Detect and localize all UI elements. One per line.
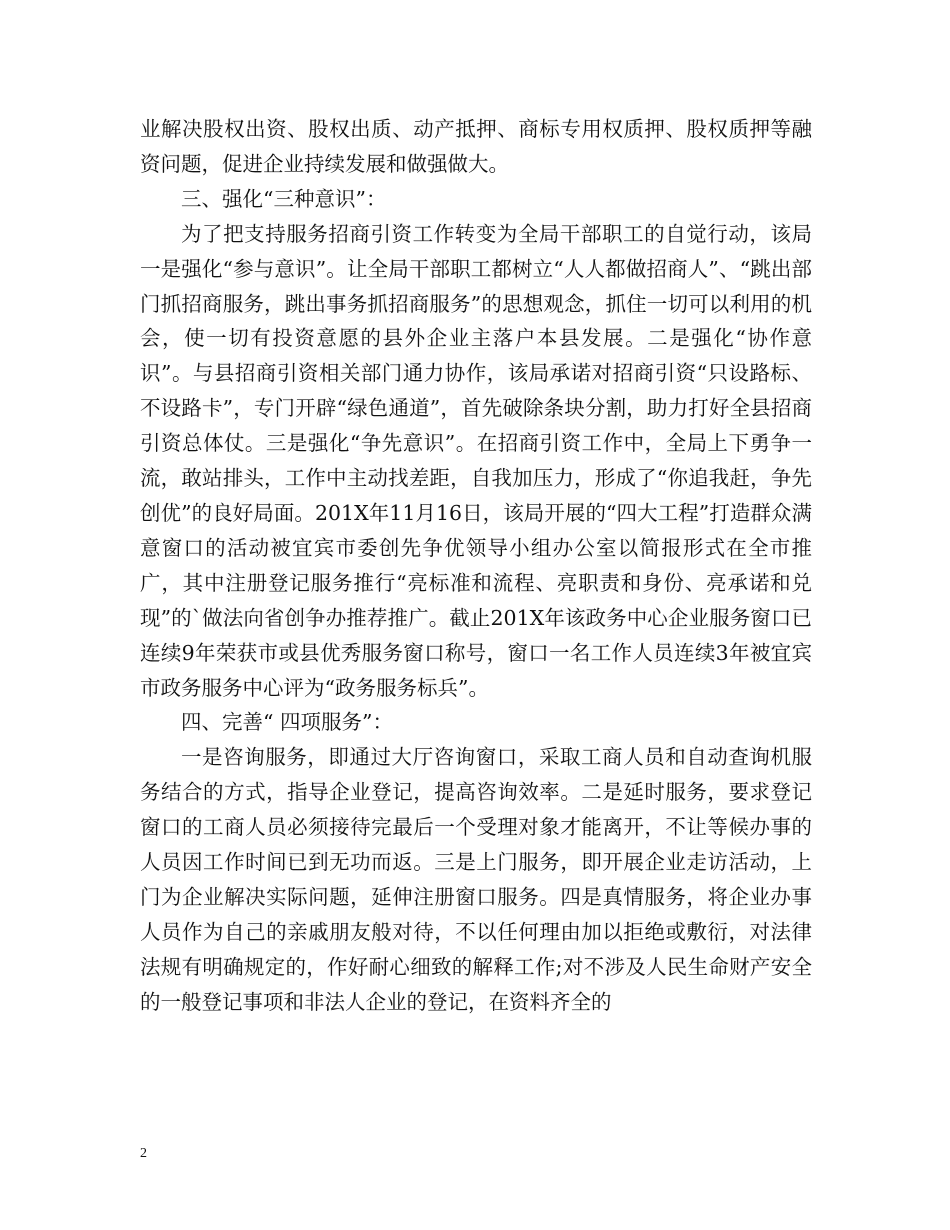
page-number: 2	[140, 1146, 147, 1161]
section-heading-four: 四、完善“ 四项服务”：	[181, 710, 393, 735]
section-heading-three: 三、强化“三种意识”：	[181, 186, 387, 211]
paragraph-three-awareness: 为了把支持服务招商引资工作转变为全局干部职工的自觉行动，该局一是强化“参与意识”。让全局干部职工都树立“人人都做招商人”、“跳出部门抓招商服务，跳出事务抓招商服务”的思想观念，抓住一切可以利用的机会，使一切有投资意愿的县外企业主落户本县发展。二是强化“协作意识”。与县招商引资相关部门通力协作，该局承诺对招商引资“只设路标、不设路卡”，专门开辟“绿色通道”，首先破除条块分割，助力打好全县招商引资总体仗。三是强化“争先意识”。在招商引资工作中，全局上下勇争一流，敢站排头，工作中主动找差距，自我加压力，形成了“你追我赶，争先创优”的良好局面。201X年11月16日，该局开展的“四大工程”打造群众满意窗口的活动被宜宾市委创先争优领导小组办公室以简报形式在全市推广，其中注册登记服务推行“亮标准和流程、亮职责和身份、亮承诺和兑现”的`做法向省创争办推荐推广。截止201X年该政务中心企业服务窗口已连续9年荣获市或县优秀服务窗口称号，窗口一名工作人员连续3年被宜宾市政务服务中心评为“政务服务标兵”。	[140, 221, 812, 700]
document-body	[140, 112, 812, 1020]
paragraph-continuation: 业解决股权出资、股权出质、动产抵押、商标专用权质押、股权质押等融资问题，促进企业持续发展和做强做大。	[140, 117, 812, 176]
paragraph-four-services: 一是咨询服务，即通过大厅咨询窗口，采取工商人员和自动查询机服务结合的方式，指导企业登记，提高咨询效率。二是延时服务，要求登记窗口的工商人员必须接待完最后一个受理对象才能离开，不让等候办事的人员因工作时间已到无功而返。三是上门服务，即开展企业走访活动，上门为企业解决实际问题，延伸注册窗口服务。四是真情服务，将企业办事人员作为自己的亲戚朋友般对待，不以任何理由加以拒绝或敷衍，对法律法规有明确规定的，作好耐心细致的解释工作;对不涉及人民生命财产安全的一般登记事项和非法人企业的登记，在资料齐全的	[140, 745, 812, 1014]
